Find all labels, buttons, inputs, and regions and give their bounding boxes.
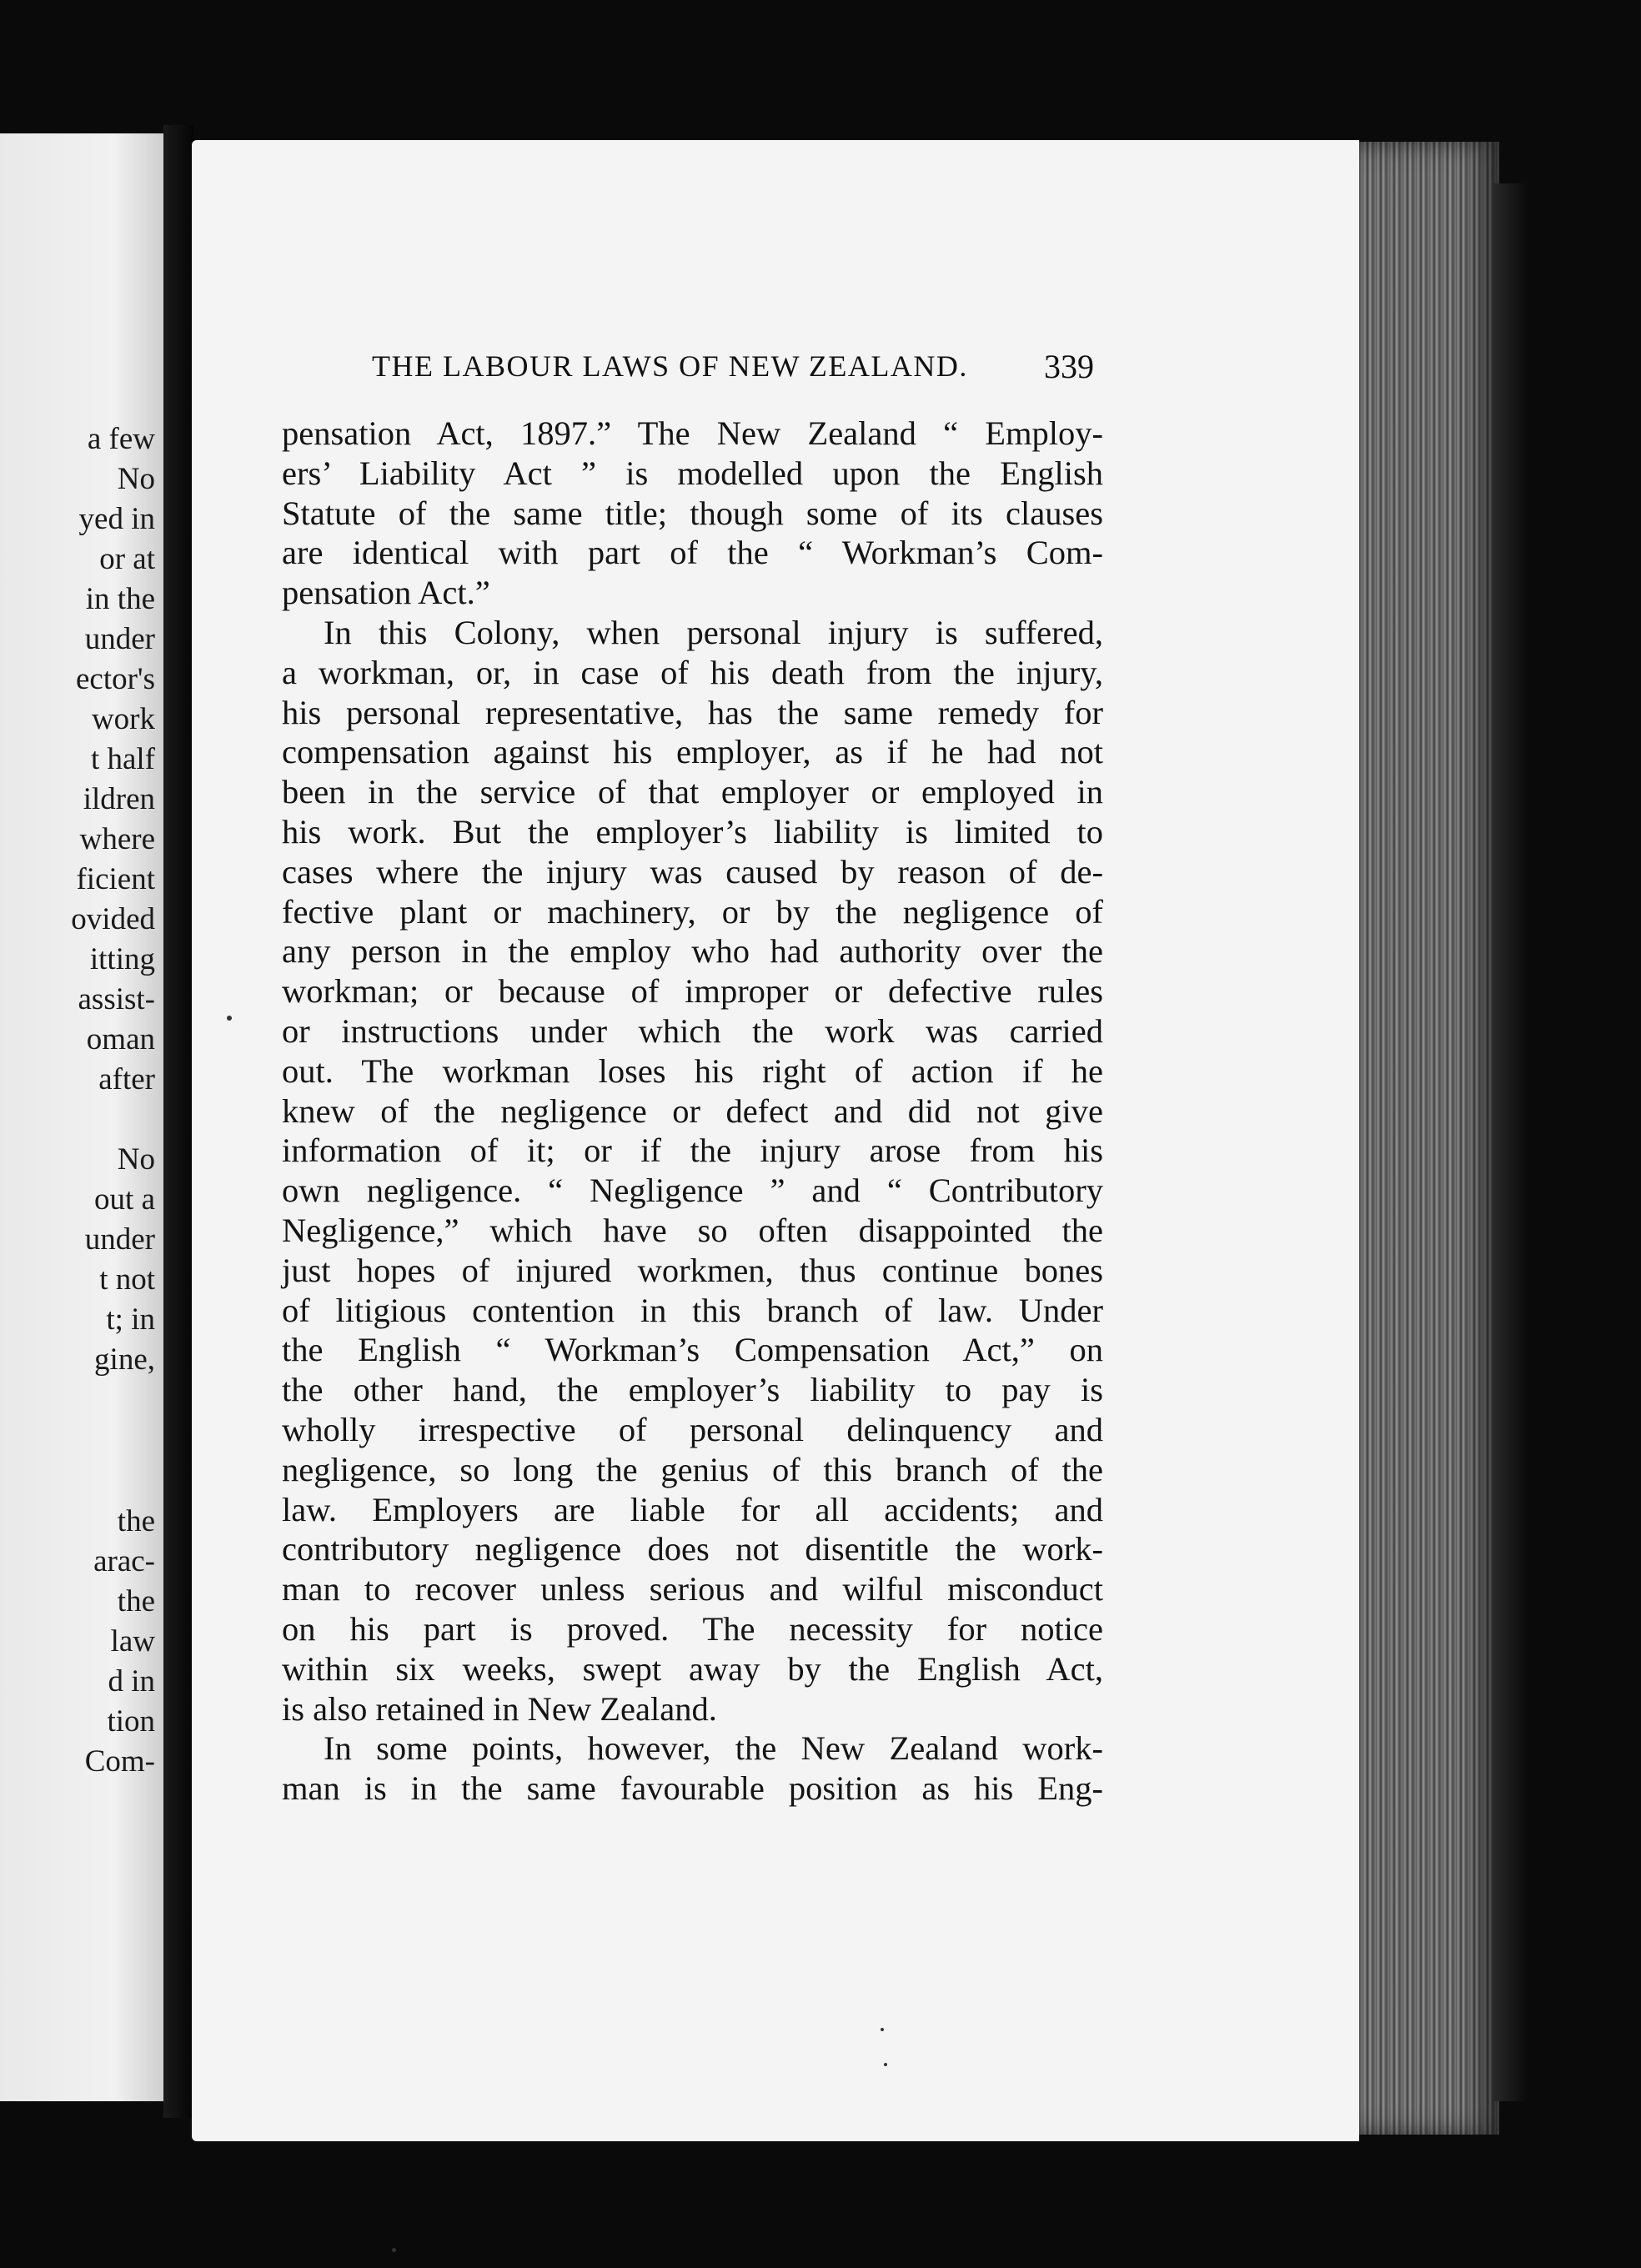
- text-line: information of it; or if the injury arose from his: [282, 1131, 1103, 1170]
- left-page-fragment: in the: [85, 582, 155, 616]
- left-page-fragment: d in: [108, 1664, 155, 1698]
- text-line: been in the service of that employer or employed in: [282, 773, 1103, 811]
- text-line: law. Employers are liable for all accidents; and: [282, 1490, 1103, 1528]
- text-line: man is in the same favourable position as his Eng-: [282, 1769, 1103, 1808]
- text-line: man to recover unless serious and wilful misconduct: [282, 1570, 1103, 1608]
- text-line: of litigious contention in this branch of law. Under: [282, 1291, 1103, 1329]
- left-page-fragment: work: [91, 702, 155, 736]
- text-line: on his part is proved. The necessity for notice: [282, 1609, 1103, 1648]
- left-page-fragment: under: [84, 622, 155, 656]
- left-page-fragment: where: [79, 822, 155, 856]
- left-page-fragment: yed in: [78, 502, 155, 536]
- text-line: ers’ Liability Act ” is modelled upon the English: [282, 454, 1103, 492]
- text-line: just hopes of injured workmen, thus continue bones: [282, 1251, 1103, 1289]
- left-page-fragment: t not: [99, 1262, 155, 1297]
- body-text: [282, 414, 1103, 1809]
- text-line: the other hand, the employer’s liability to pay is: [282, 1371, 1103, 1409]
- left-page-fragment: t half: [90, 742, 155, 776]
- running-head-title: THE LABOUR LAWS OF NEW ZEALAND.: [372, 349, 968, 383]
- left-page-fragment: gine,: [94, 1342, 155, 1377]
- left-page-fragment: ector's: [75, 662, 155, 696]
- left-page-fragment: the: [117, 1584, 155, 1618]
- left-page-fragment: the: [117, 1504, 155, 1538]
- text-line: or instructions under which the work was carried: [282, 1011, 1103, 1050]
- left-page-fragment: ildren: [83, 782, 155, 816]
- text-line: the English “ Workman’s Compensation Act,” on: [282, 1331, 1103, 1369]
- dust-speck: [884, 2063, 887, 2066]
- text-line: his personal representative, has the same remedy for: [282, 693, 1103, 731]
- text-line: a workman, or, in case of his death from the injury,: [282, 653, 1103, 691]
- left-page-fragment: or at: [99, 542, 155, 576]
- running-head: [372, 349, 1373, 384]
- page-number: 339: [1044, 348, 1094, 385]
- left-page-fragment: oman: [86, 1022, 155, 1056]
- dust-speck: [392, 2248, 396, 2252]
- text-line: contributory negligence does not disentitle the work-: [282, 1530, 1103, 1568]
- text-line: are identical with part of the “ Workman’s Com-: [282, 534, 1103, 572]
- text-line: In this Colony, when personal injury is suffered,: [324, 613, 1103, 651]
- left-page-fragment: after: [98, 1062, 155, 1096]
- text-line: negligence, so long the genius of this branch of the: [282, 1450, 1103, 1488]
- text-line: his work. But the employer’s liability is limited to: [282, 812, 1103, 850]
- page-edges: [1349, 142, 1499, 2135]
- book-gutter: [163, 125, 193, 2118]
- left-page-fragment: ficient: [76, 862, 155, 896]
- left-page-fragment: ovided: [71, 902, 155, 936]
- left-page-fragment: No: [117, 1142, 155, 1177]
- text-line: Statute of the same title; though some of its clauses: [282, 494, 1103, 532]
- left-page-fragment: Com-: [84, 1744, 155, 1779]
- left-page-fragment: tion: [107, 1704, 155, 1739]
- left-page-fragment: law: [110, 1624, 155, 1658]
- dust-speck: [881, 2028, 884, 2031]
- dust-speck: [227, 1016, 232, 1021]
- left-page-fragment: under: [84, 1222, 155, 1257]
- text-line: any person in the employ who had authority over the: [282, 932, 1103, 971]
- text-line: cases where the injury was caused by reason of de-: [282, 852, 1103, 891]
- text-line: pensation Act.”: [282, 574, 490, 612]
- left-page-fragment: arac-: [93, 1544, 155, 1578]
- left-page-fragment: assist-: [78, 982, 155, 1016]
- text-line: is also retained in New Zealand.: [282, 1689, 717, 1728]
- text-line: pensation Act, 1897.” The New Zealand “ Employ-: [282, 414, 1103, 452]
- text-line: within six weeks, swept away by the English Act,: [282, 1649, 1103, 1688]
- text-line: wholly irrespective of personal delinquency and: [282, 1410, 1103, 1448]
- text-line: own negligence. “ Negligence ” and “ Contributory: [282, 1172, 1103, 1210]
- text-line: Negligence,” which have so often disappointed the: [282, 1211, 1103, 1249]
- cover-edge: [1493, 183, 1526, 2101]
- text-line: knew of the negligence or defect and did not give: [282, 1091, 1103, 1130]
- text-line: compensation against his employer, as if he had not: [282, 733, 1103, 771]
- text-line: fective plant or machinery, or by the negligence of: [282, 892, 1103, 931]
- text-line: workman; or because of improper or defective rules: [282, 972, 1103, 1011]
- left-page-fragment: out a: [94, 1182, 155, 1217]
- left-page-fragment: a few: [87, 422, 155, 456]
- left-page-fragment: itting: [89, 942, 155, 976]
- text-line: In some points, however, the New Zealand work-: [324, 1729, 1103, 1768]
- left-page-fragment: No: [117, 462, 155, 496]
- left-page: [0, 133, 163, 2101]
- text-line: out. The workman loses his right of action if he: [282, 1051, 1103, 1090]
- left-page-fragment: t; in: [106, 1302, 155, 1337]
